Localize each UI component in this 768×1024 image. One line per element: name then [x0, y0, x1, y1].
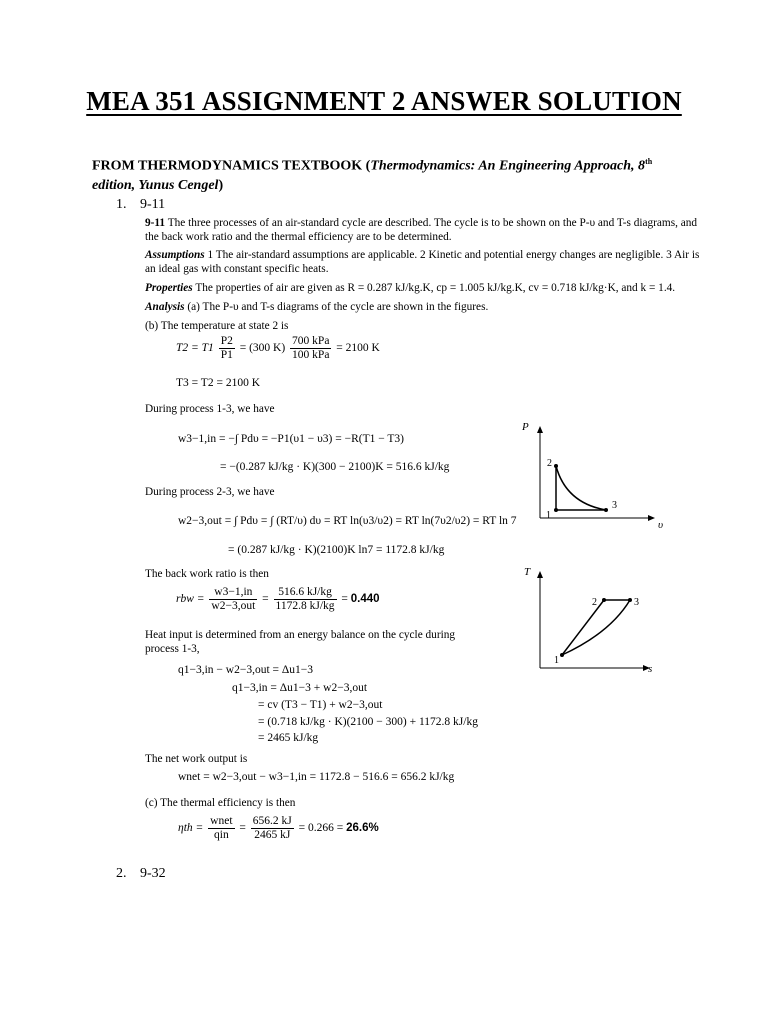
equation-w31-result: = −(0.287 kJ/kg · K)(300 − 2100)K = 516.6 kJ/kg	[220, 461, 450, 473]
equation-w31: w3−1,in = −∫ Pdυ = −P1(υ1 − υ3) = −R(T1 − T3)	[178, 433, 404, 445]
pv-x-label: υ	[658, 519, 664, 531]
equation-q4: = (0.718 kJ/kg · K)(2100 − 300) + 1172.8 kJ/kg	[258, 716, 478, 728]
equation-efficiency: ηth = $\frac{\text{wnet}}{\text{qin}}$ = $\frac{656.2 kJ}{2465 kJ}$ = 0.266 = 26.6%	[178, 815, 379, 841]
pv-point-1: 1	[546, 510, 551, 521]
equation-q3: = cv (T3 − T1) + w2−3,out	[258, 699, 383, 711]
problem-statement: 9-11 The three processes of an air-standard cycle are described. The cycle is to be shown on the P-υ and T-s diagrams, and the back work ratio and the thermal efficiency are to be determined.	[145, 217, 698, 243]
equation-q5: = 2465 kJ/kg	[258, 732, 319, 744]
equation-net: wnet = w2−3,out − w3−1,in = 1172.8 − 516.6 = 656.2 kJ/kg	[178, 771, 455, 783]
ts-point-1: 1	[554, 655, 559, 666]
net-work-text: The net work output is	[145, 753, 248, 765]
ts-y-label: T	[524, 566, 531, 578]
equation-w23: w2−3,out = ∫ Pdυ = ∫ (RT/υ) dυ = RT ln(υ3/υ2) = RT ln(7υ2/υ2) = RT ln 7	[178, 515, 517, 527]
analysis: Analysis (a) The P-υ and T-s diagrams of the cycle are shown in the figures.	[145, 301, 489, 313]
ts-x-label: s	[648, 663, 653, 675]
equation-rbw: rbw = $\frac{w3-1,in}{\text{w2−3,out}}$ = $\frac{516.6 kJ/kg}{1172.8 kJ/kg}$ = 0.440	[176, 586, 380, 612]
equation-t2: T2 = T1 $\frac{P2}{P1}$ = (300 K) $\frac{\text{700 kPa}}{\text{100 kPa}}$ = 2100 K	[176, 335, 380, 361]
pv-point-3: 3	[612, 500, 617, 511]
ts-point-2: 2	[592, 597, 597, 608]
equation-t3: T3 = T2 = 2100 K	[176, 377, 260, 389]
equation-q2: q1−3,in = Δu1−3 + w2−3,out	[232, 682, 368, 694]
pv-diagram	[510, 418, 670, 533]
equation-w23-result: = (0.287 kJ/kg · K)(2100)K ln7 = 1172.8 kJ/kg	[228, 544, 445, 556]
page-title: MEA 351 ASSIGNMENT 2 ANSWER SOLUTION	[86, 86, 682, 116]
part-b-text: (b) The temperature at state 2 is	[145, 320, 289, 332]
process-13-text: During process 1-3, we have	[145, 403, 275, 415]
list-item: 1. 9-11	[116, 197, 166, 212]
pv-point-2: 2	[547, 458, 552, 469]
process-23-text: During process 2-3, we have	[145, 486, 275, 498]
part-c-text: (c) The thermal efficiency is then	[145, 797, 296, 809]
pv-y-label: P	[522, 421, 529, 433]
assumptions: Assumptions 1 The air-standard assumptions are applicable. 2 Kinetic and potential energy changes are negligible. 3 Air is an ideal gas with constant specific heats.	[145, 249, 700, 275]
heat-input-text: Heat input is determined from an energy balance on the cycle during process 1-3,	[145, 629, 456, 655]
back-work-text: The back work ratio is then	[145, 568, 269, 580]
equation-q1: q1−3,in − w2−3,out = Δu1−3	[178, 664, 314, 676]
ts-point-3: 3	[634, 597, 639, 608]
list-item: 2. 9-32	[116, 866, 166, 881]
ts-diagram	[510, 563, 670, 678]
properties: Properties The properties of air are given as R = 0.287 kJ/kg.K, cp = 1.005 kJ/kg.K, cv = 0.718 kJ/kg·K, and k = 1.4.	[145, 282, 676, 294]
textbook-source: FROM THERMODYNAMICS TEXTBOOK (Thermodynamics: An Engineering Approach, 8th edition, Yunus Cengel)	[92, 157, 653, 193]
